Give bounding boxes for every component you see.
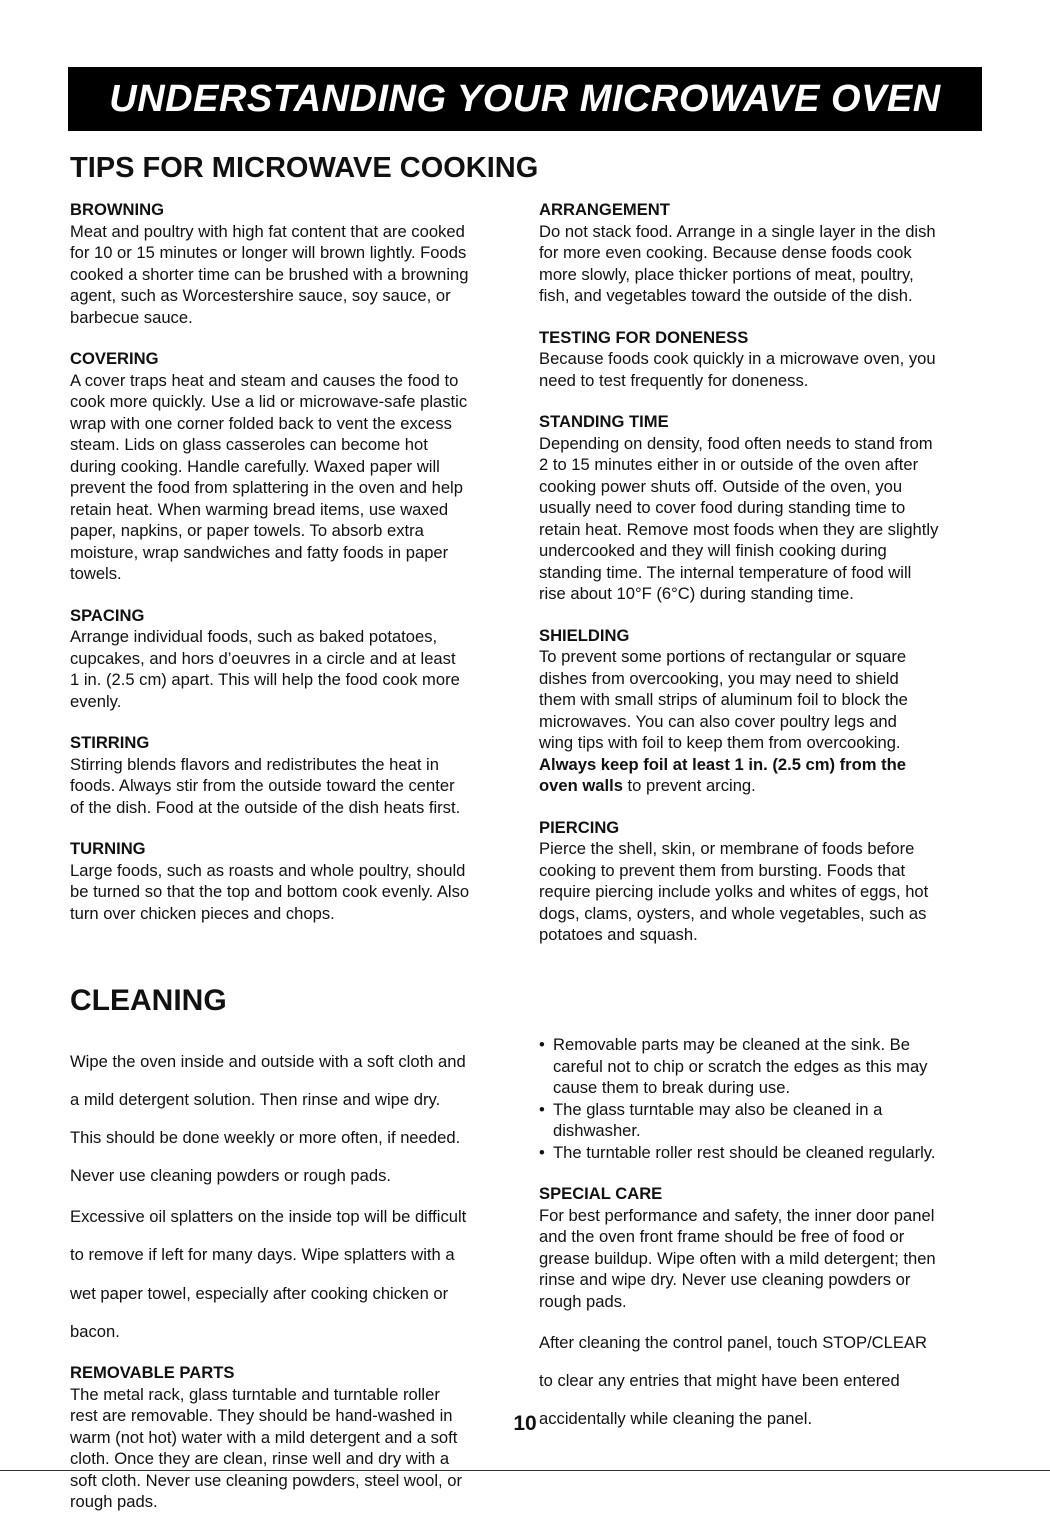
text-line: cupcakes, and hors d’oeuvres in a circle and at least <box>70 648 456 668</box>
text-line: To prevent some portions of rectangular or square <box>539 647 907 666</box>
section-heading: STANDING TIME <box>539 412 669 431</box>
text-line: Never use cleaning powders or rough pads. <box>70 1165 392 1185</box>
text-line: soft cloth. Never use cleaning powders, steel wool, or <box>70 1470 462 1490</box>
cleaning-column-right <box>539 1034 984 1450</box>
text-line: After cleaning the control panel, touch STOP/CLEAR <box>539 1333 928 1352</box>
cleaning-paragraph <box>70 1206 510 1342</box>
text-line: accidentally while cleaning the panel. <box>539 1409 813 1429</box>
text-line: Removable parts may be cleaned at the sink. Be <box>553 1035 910 1054</box>
text-line: dogs, clams, oysters, and whole vegetables, such as <box>539 903 927 923</box>
text-line: cooking to prevent them from bursting. Foods that <box>539 860 906 880</box>
text-line: a mild detergent solution. Then rinse and wipe dry. <box>70 1089 441 1109</box>
text-line: paper, napkins, or paper towels. To absorb extra <box>70 521 424 540</box>
banner-title: UNDERSTANDING YOUR MICROWAVE OVEN <box>109 77 941 120</box>
section-heading: STIRRING <box>70 733 150 752</box>
cleaning-paragraph <box>70 1051 510 1187</box>
section-heading: SHIELDING <box>539 625 630 645</box>
text-line: and the oven front frame should be free of food or <box>539 1227 905 1246</box>
warning-text: Always keep foil at least 1 in. (2.5 cm) from the <box>539 754 907 774</box>
warning-text-rest: to prevent arcing. <box>622 776 756 795</box>
section-testing-for-doneness <box>539 327 984 392</box>
text-line: rough pads. <box>539 1291 627 1311</box>
text-line: rough pads. <box>70 1492 158 1512</box>
text-line: Stirring blends flavors and redistributes the heat in <box>70 754 439 774</box>
section-arrangement <box>539 199 984 307</box>
text-line: be turned so that the top and bottom cook evenly. Also <box>70 882 470 901</box>
page-number: 10 <box>513 1412 537 1435</box>
text-line: careful not to chip or scratch the edges as this may <box>553 1056 928 1076</box>
section-browning <box>70 199 510 328</box>
text-line: dishwasher. <box>553 1121 641 1140</box>
text-line: steam. Lids on glass casseroles can become hot <box>70 435 428 454</box>
text-line: foods. Always stir from the outside toward the center <box>70 776 455 795</box>
section-heading: TESTING FOR DONENESS <box>539 327 749 347</box>
text-line: for 10 or 15 minutes or longer will brown lightly. Foods <box>70 243 467 262</box>
bottom-divider <box>0 1470 1050 1471</box>
text-line: grease buildup. Wipe often with a mild detergent; then <box>539 1248 936 1268</box>
section-shielding <box>539 625 984 797</box>
text-line: to clear any entries that might have been entered <box>539 1371 900 1391</box>
text-line: standing time. The internal temperature of food will <box>539 562 912 582</box>
text-line: microwaves. You can also cover poultry legs and <box>539 711 897 731</box>
text-line: to remove if left for many days. Wipe splatters with a <box>70 1245 455 1265</box>
text-line: Wipe the oven inside and outside with a soft cloth and <box>70 1051 466 1071</box>
text-line: warm (not hot) water with a mild detergent and a soft <box>70 1427 458 1447</box>
text-line: barbecue sauce. <box>70 307 193 327</box>
tips-column-right <box>539 199 984 966</box>
text-line: agent, such as Worcestershire sauce, soy sauce, or <box>70 286 451 305</box>
text-line: 2 to 15 minutes either in or outside of the oven after <box>539 455 919 474</box>
text-line: them with small strips of aluminum foil to block the <box>539 690 908 709</box>
text-line: for more even cooking. Because dense foods cook <box>539 243 912 262</box>
list-item <box>539 1034 984 1099</box>
section-stirring <box>70 732 510 818</box>
text-line: bacon. <box>70 1321 120 1341</box>
cleaning-column-left <box>70 1034 510 1533</box>
cleaning-bullet-list <box>539 1034 984 1163</box>
section-heading: REMOVABLE PARTS <box>70 1363 235 1383</box>
text-line: cooked a shorter time can be brushed with a browning <box>70 264 469 284</box>
text-line: need to test frequently for doneness. <box>539 370 809 390</box>
section-spacing <box>70 605 510 713</box>
list-item <box>539 1142 984 1164</box>
text-line: cloth. Once they are clean, rinse well and dry with a <box>70 1449 450 1469</box>
text-line: rise about 10°F (6°C) during standing time. <box>539 584 854 603</box>
warning-text: oven walls <box>539 776 623 795</box>
text-line: dishes from overcooking, you may need to shield <box>539 668 899 688</box>
section-turning <box>70 838 510 924</box>
text-line: wing tips with foil to keep them from overcooking. <box>539 733 901 752</box>
text-line: rinse and wipe dry. Never use cleaning powders or <box>539 1270 911 1289</box>
text-line: Because foods cook quickly in a microwave oven, you <box>539 349 936 368</box>
text-line <box>539 775 984 797</box>
section-removable-parts <box>70 1362 510 1513</box>
section-piercing <box>539 817 984 946</box>
text-line: Meat and poultry with high fat content that are cooked <box>70 221 465 241</box>
text-line: wrap with one corner folded back to vent the excess <box>70 413 452 433</box>
list-item <box>539 1099 984 1142</box>
text-line: cause them to break during use. <box>553 1078 791 1097</box>
text-line: The glass turntable may also be cleaned in a <box>553 1099 883 1119</box>
text-line: Depending on density, food often needs to stand from <box>539 433 933 453</box>
text-line: The metal rack, glass turntable and turntable roller <box>70 1384 440 1404</box>
text-line: Do not stack food. Arrange in a single layer in the dish <box>539 221 936 241</box>
section-special-care <box>539 1183 984 1312</box>
section-heading: TURNING <box>70 839 146 858</box>
text-line: rest are removable. They should be hand-washed in <box>70 1406 453 1426</box>
text-line: retain heat. Remove most foods when they are slightly <box>539 519 939 539</box>
text-line: during cooking. Handle carefully. Waxed paper will <box>70 456 440 476</box>
text-line: turn over chicken pieces and chops. <box>70 903 335 923</box>
tips-column-left <box>70 199 510 944</box>
section-heading: SPECIAL CARE <box>539 1184 663 1203</box>
text-line: retain heat. When warming bread items, use waxed <box>70 499 449 519</box>
text-line: evenly. <box>70 691 122 711</box>
text-line: of the dish. Food at the outside of the dish heats first. <box>70 797 461 817</box>
text-line: For best performance and safety, the inner door panel <box>539 1205 935 1225</box>
section-covering <box>70 348 510 585</box>
section-heading: SPACING <box>70 605 145 625</box>
text-line: fish, and vegetables toward the outside of the dish. <box>539 286 913 305</box>
text-line: usually need to cover food during standing time to <box>539 498 906 517</box>
text-line: wet paper towel, especially after cooking chicken or <box>70 1283 449 1303</box>
text-line: undercooked and they will finish cooking during <box>539 541 887 560</box>
section-heading: COVERING <box>70 349 159 368</box>
text-line: more slowly, place thicker portions of meat, poultry, <box>539 264 914 284</box>
tips-section-title: TIPS FOR MICROWAVE COOKING <box>70 152 539 184</box>
text-line: towels. <box>70 564 122 583</box>
text-line: Excessive oil splatters on the inside top will be difficult <box>70 1207 467 1227</box>
text-line: moisture, wrap sandwiches and fatty foods in paper <box>70 542 449 562</box>
text-line: Large foods, such as roasts and whole poultry, should <box>70 860 466 880</box>
text-line: A cover traps heat and steam and causes the food to <box>70 370 459 390</box>
text-line: cook more quickly. Use a lid or microwave-safe plastic <box>70 392 468 411</box>
section-heading: PIERCING <box>539 817 620 837</box>
section-heading: BROWNING <box>70 200 165 219</box>
text-line: 1 in. (2.5 cm) apart. This will help the food cook more <box>70 670 460 689</box>
text-line: This should be done weekly or more often, if needed. <box>70 1127 461 1147</box>
text-line: Pierce the shell, skin, or membrane of foods before <box>539 839 915 858</box>
text-line: The turntable roller rest should be cleaned regularly. <box>553 1142 936 1162</box>
text-line: prevent the food from splattering in the oven and help <box>70 478 463 497</box>
text-line: potatoes and squash. <box>539 925 698 944</box>
header-banner <box>68 67 982 131</box>
text-line <box>539 754 984 776</box>
section-heading: ARRANGEMENT <box>539 200 670 219</box>
text-line: Arrange individual foods, such as baked potatoes, <box>70 627 438 646</box>
cleaning-section-title: CLEANING <box>70 984 227 1017</box>
text-line: cooking power shuts off. Outside of the oven, you <box>539 476 903 496</box>
section-standing-time <box>539 411 984 605</box>
text-line: require piercing include yolks and whites of eggs, hot <box>539 882 929 901</box>
